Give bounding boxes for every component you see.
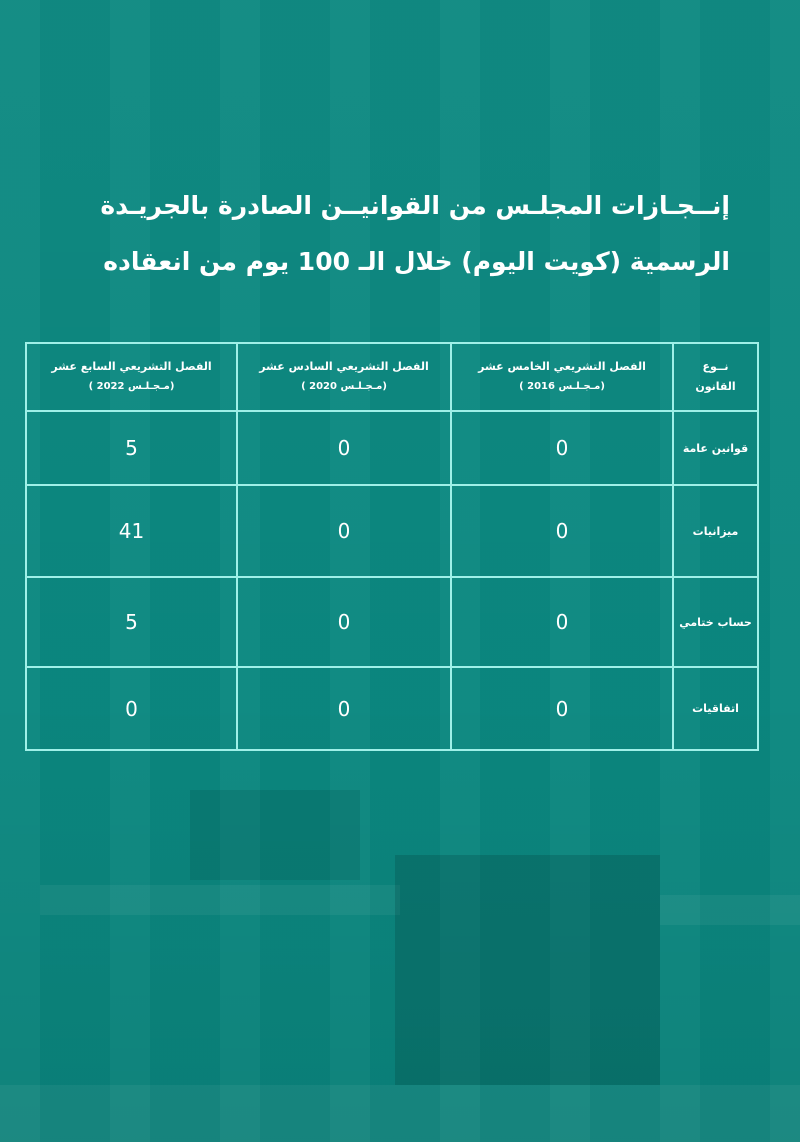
bg-desk-right [660,895,800,925]
bg-desk [40,885,400,915]
cell-value: 0 [26,667,237,750]
table-header-row [26,343,758,411]
table-row [26,577,758,667]
row-label: قوانين عامة [673,411,758,485]
header-text: الفصل التشريعي السادس عشر [259,360,429,373]
table-row [26,485,758,577]
header-subtext: (مـجـلـس 2022 ) [88,381,175,392]
table-row [26,411,758,485]
cell-value: 0 [237,411,451,485]
cell-value: 0 [451,667,673,750]
cell-value: 0 [451,485,673,577]
header-law-type [673,343,758,411]
title-line-2: الرسمية (كويت اليوم) خلال الـ 100 يوم من انعقاده [103,247,730,276]
cell-value: 5 [26,411,237,485]
cell-value: 0 [237,485,451,577]
title-line-1: إنــجـازات المجلـس من القوانيــن الصادرة بالجريـدة [100,191,730,220]
cell-value: 0 [451,411,673,485]
laws-table [25,342,759,751]
header-term-17 [26,343,237,411]
cell-value: 5 [26,577,237,667]
header-text: الفصل التشريعي الخامس عشر [478,360,646,373]
table-row [26,667,758,750]
cell-value: 41 [26,485,237,577]
header-text: القانون [695,380,736,393]
header-term-16 [237,343,451,411]
row-label: اتفاقيات [673,667,758,750]
header-subtext: (مـجـلـس 2016 ) [519,381,605,392]
bg-chair [190,790,360,880]
cell-value: 0 [237,577,451,667]
header-subtext: (مـجـلـس 2020 ) [301,381,387,392]
row-label: حساب ختامي [673,577,758,667]
bg-chair-front [395,855,660,1085]
cell-value: 0 [237,667,451,750]
bg-floor [0,1085,800,1142]
page-title [40,178,730,290]
header-term-15 [451,343,673,411]
header-text: نــوع [702,360,729,373]
cell-value: 0 [451,577,673,667]
header-text: الفصل التشريعي السابع عشر [51,360,212,373]
row-label: ميزانيات [673,485,758,577]
